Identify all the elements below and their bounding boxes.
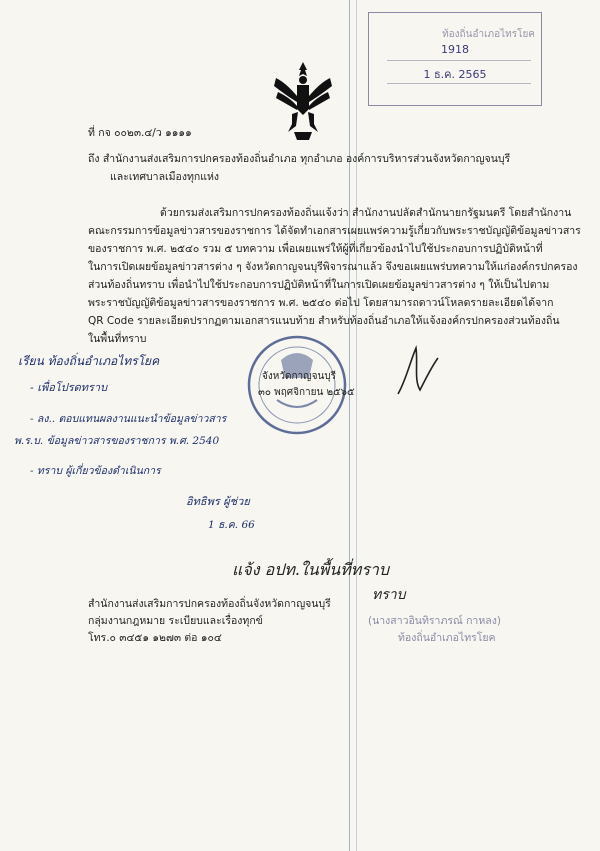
recipient-line-1: ถึง สำนักงานส่งเสริมการปกครองท้องถิ่นอำเภอ ทุกอำเภอ องค์การบริหารส่วนจังหวัดกาญจนบุรี bbox=[88, 153, 511, 165]
body-line: ส่วนท้องถิ่นทราบ เพื่อนำไปใช้ประกอบการปฏิบัติหน้าที่ในการเปิดเผยข้อมูลข่าวสารต่าง ๆ ให้เป็นไปตาม bbox=[88, 279, 550, 291]
body-line: พระราชบัญญัติข้อมูลข่าวสารของราชการ พ.ศ. ๒๕๔๐ ต่อไป โดยสามารถดาวน์โหลดรายละเอียดได้จาก bbox=[88, 297, 554, 309]
registration-stamp bbox=[368, 12, 542, 106]
body-line: ด้วยกรมส่งเสริมการปกครองท้องถิ่นแจ้งว่า สำนักงานปลัดสำนักนายกรัฐมนตรี โดยสำนักงาน bbox=[160, 207, 572, 219]
recipient-line-2: และเทศบาลเมืองทุกแห่ง bbox=[110, 171, 220, 183]
body-line: ในการเปิดเผยข้อมูลข่าวสารต่าง ๆ จังหวัดกาญจนบุรีพิจารณาแล้ว จึงขอเผยแพร่บทความให้แก่องค์กรปกครอง bbox=[88, 261, 578, 273]
handwritten-note: แจ้ง อปท.ในพื้นที่ทราบ bbox=[232, 560, 390, 579]
handwritten-note: - เพื่อโปรดทราบ bbox=[30, 381, 108, 394]
handwritten-note: เรียน ท้องถิ่นอำเภอไทรโยค bbox=[18, 354, 160, 368]
body-line: คณะกรรมการข้อมูลข่าวสารของราชการ ได้จัดทำเอกสารเผยแพร่ความรู้เกี่ยวกับพระราชบัญญัติข้อมูลข่าวสาร bbox=[88, 225, 581, 237]
stamp-date: 1 ธ.ค. 2565 bbox=[423, 68, 487, 81]
stamp-divider bbox=[387, 83, 531, 84]
handwritten-note: - ทราบ ผู้เกี่ยวข้องดำเนินการ bbox=[30, 465, 161, 477]
stamp-number: 1918 bbox=[441, 43, 469, 56]
seal-date: ๓๐ พฤศจิกายน ๒๕๖๕ bbox=[258, 387, 355, 398]
signer-name: (นางสาวอินทิราภรณ์ กาหลง) bbox=[368, 615, 501, 627]
footer-office: สำนักงานส่งเสริมการปกครองท้องถิ่นจังหวัดกาญจนบุรี bbox=[88, 598, 331, 610]
body-line: ของราชการ พ.ศ. ๒๕๔๐ รวม ๕ บทความ เพื่อเผยแพร่ให้ผู้ที่เกี่ยวข้องนำไปใช้ประกอบการปฏิบัติหน้าที่ bbox=[88, 243, 543, 255]
reference-number: ที่ กจ ๐๐๒๓.๔/ว ๑๑๑๑ bbox=[88, 127, 192, 139]
handwritten-note: อิทธิพร ผู้ช่วย bbox=[186, 495, 250, 508]
stamp-divider bbox=[387, 60, 531, 61]
garuda-emblem-icon bbox=[270, 58, 336, 144]
signer-title: ท้องถิ่นอำเภอไทรโยค bbox=[398, 632, 496, 644]
handwritten-note: 1 ธ.ค. 66 bbox=[208, 519, 255, 531]
signature-icon bbox=[392, 340, 442, 400]
official-seal-icon bbox=[237, 330, 357, 440]
footer-division: กลุ่มงานกฎหมาย ระเบียบและเรื่องทุกข์ bbox=[88, 615, 263, 627]
body-line: ในพื้นที่ทราบ bbox=[88, 333, 147, 345]
footer-phone: โทร.๐ ๓๔๕๑ ๑๒๗๓ ต่อ ๑๐๔ bbox=[88, 632, 222, 644]
handwritten-note: พ.ร.บ. ข้อมูลข่าวสารของราชการ พ.ศ. 2540 bbox=[14, 435, 220, 447]
handwritten-note: - ลง.. ตอบแทนผลงานแนะนำข้อมูลข่าวสาร bbox=[30, 413, 227, 425]
body-line: QR Code รายละเอียดปรากฏตามเอกสารแนบท้าย สำหรับท้องถิ่นอำเภอให้แจ้งองค์กรปกครองส่วนท้องถิ่น bbox=[88, 315, 560, 327]
stamp-header: ท้องถิ่นอำเภอไทรโยค bbox=[442, 29, 535, 40]
handwritten-note: ทราบ bbox=[372, 587, 406, 603]
seal-province: จังหวัดกาญจนบุรี bbox=[262, 371, 337, 382]
